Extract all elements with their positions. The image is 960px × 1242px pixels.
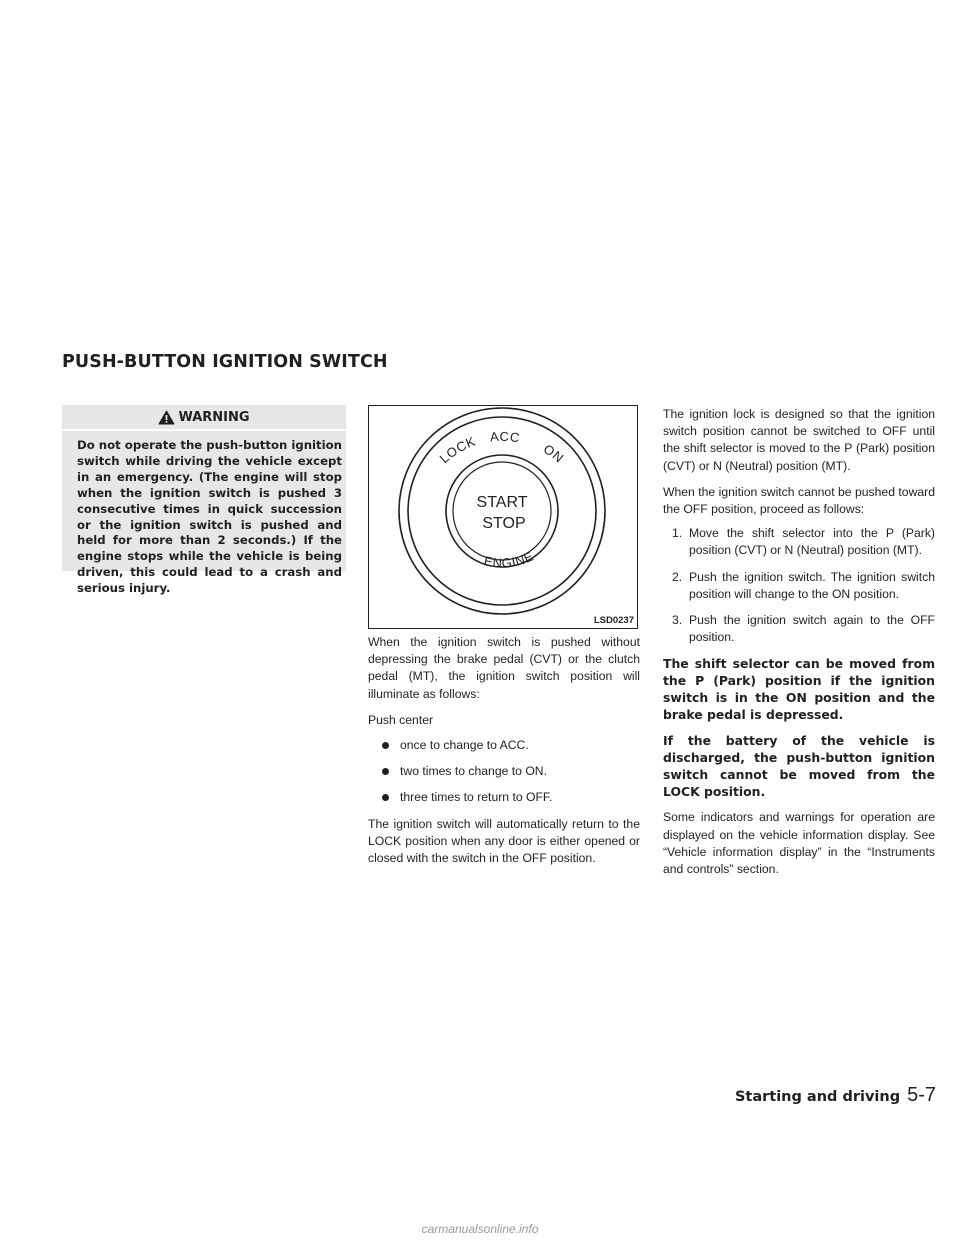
bullet-text: three times to return to OFF. bbox=[400, 790, 553, 805]
step-text: Move the shift selector into the P (Park) position (CVT) or N (Neutral) position (MT). bbox=[689, 526, 935, 558]
ignition-switch-diagram bbox=[369, 406, 637, 628]
figure-id: LSD0237 bbox=[593, 615, 634, 626]
bullet-text: once to change to ACC. bbox=[400, 738, 529, 753]
middle-ring bbox=[408, 417, 596, 605]
list-item bbox=[663, 569, 935, 603]
bullet-text: two times to change to ON. bbox=[400, 764, 547, 779]
battery-note: If the battery of the vehicle is discharged, the push-button ignition switch cannot be moved from the LOCK position. bbox=[663, 733, 935, 800]
button-outer-ring bbox=[446, 455, 558, 567]
chapter-title: Starting and driving bbox=[734, 1089, 901, 1105]
proceed-paragraph: When the ignition switch cannot be pushed toward the OFF position, proceed as follows: bbox=[663, 484, 935, 517]
label-on: ON bbox=[540, 441, 567, 466]
list-item bbox=[368, 763, 640, 780]
ignition-lock-paragraph: The ignition lock is designed so that the ignition switch position cannot be switched to OFF until the shift selector is moved to the P (Park) position (CVT) or N (Neutral) position (MT). bbox=[663, 407, 935, 473]
label-lock: LOCK bbox=[436, 433, 478, 467]
step-text: Push the ignition switch. The ignition switch position will change to the ON position. bbox=[689, 569, 935, 601]
page-footer bbox=[735, 1084, 936, 1107]
warning-box bbox=[62, 405, 346, 596]
column-2 bbox=[368, 634, 640, 876]
ignition-switch-figure bbox=[368, 405, 638, 629]
bullet-list bbox=[368, 737, 640, 807]
step-number: 3. bbox=[672, 613, 683, 628]
bullet-icon bbox=[382, 768, 389, 775]
auto-return-paragraph: The ignition switch will automatically return to the LOCK position when any door is either opened or closed with the switch in the OFF position. bbox=[368, 816, 640, 866]
step-number: 1. bbox=[672, 526, 683, 541]
list-item bbox=[368, 789, 640, 806]
svg-text:ON bbox=[541, 441, 567, 466]
list-item bbox=[663, 612, 935, 646]
label-engine: ENGINE bbox=[482, 548, 536, 571]
warning-title: WARNING bbox=[178, 409, 250, 425]
step-text: Push the ignition switch again to the OFF position. bbox=[689, 613, 935, 645]
section-title: PUSH-BUTTON IGNITION SWITCH bbox=[62, 352, 388, 372]
label-stop: STOP bbox=[482, 515, 526, 532]
intro-paragraph: When the ignition switch is pushed without depressing the brake pedal (CVT) or the clutch pedal (MT), the ignition switch position will illuminate as follows: bbox=[368, 635, 640, 701]
bullet-icon bbox=[382, 794, 389, 801]
button-inner-ring bbox=[453, 462, 551, 560]
svg-text:ACC bbox=[489, 429, 521, 446]
list-item bbox=[663, 525, 935, 559]
indicators-paragraph: Some indicators and warnings for operation are displayed on the vehicle information display. See “Vehicle information display” in the “Instruments and controls” section. bbox=[663, 810, 935, 877]
svg-text:ENGINE bbox=[483, 548, 536, 570]
label-acc: ACC bbox=[489, 428, 521, 446]
list-item bbox=[368, 737, 640, 754]
shift-selector-note: The shift selector can be moved from the P (Park) position if the ignition switch is in the ON position and the brake pedal is depressed. bbox=[663, 656, 935, 723]
label-start: START bbox=[476, 494, 528, 511]
warning-triangle-icon bbox=[158, 410, 175, 425]
page-number: 5-7 bbox=[907, 1084, 936, 1106]
push-center-label: Push center bbox=[368, 712, 434, 727]
warning-text: Do not operate the push-button ignition switch while driving the vehicle except in an emergency. (The engine will stop when the ignition switch is pushed 3 consecutive times in quick succession or the ignition switch is pushed and held for more than 2 seconds.) If the engine stops while the vehicle is being driven, this could lead to a crash and serious injury. bbox=[77, 438, 343, 596]
step-number: 2. bbox=[672, 569, 683, 584]
column-3 bbox=[663, 406, 935, 887]
watermark: carmanualsonline.info bbox=[421, 1222, 539, 1236]
warning-header bbox=[62, 405, 346, 431]
bullet-icon bbox=[382, 742, 389, 749]
steps-list bbox=[663, 525, 935, 646]
